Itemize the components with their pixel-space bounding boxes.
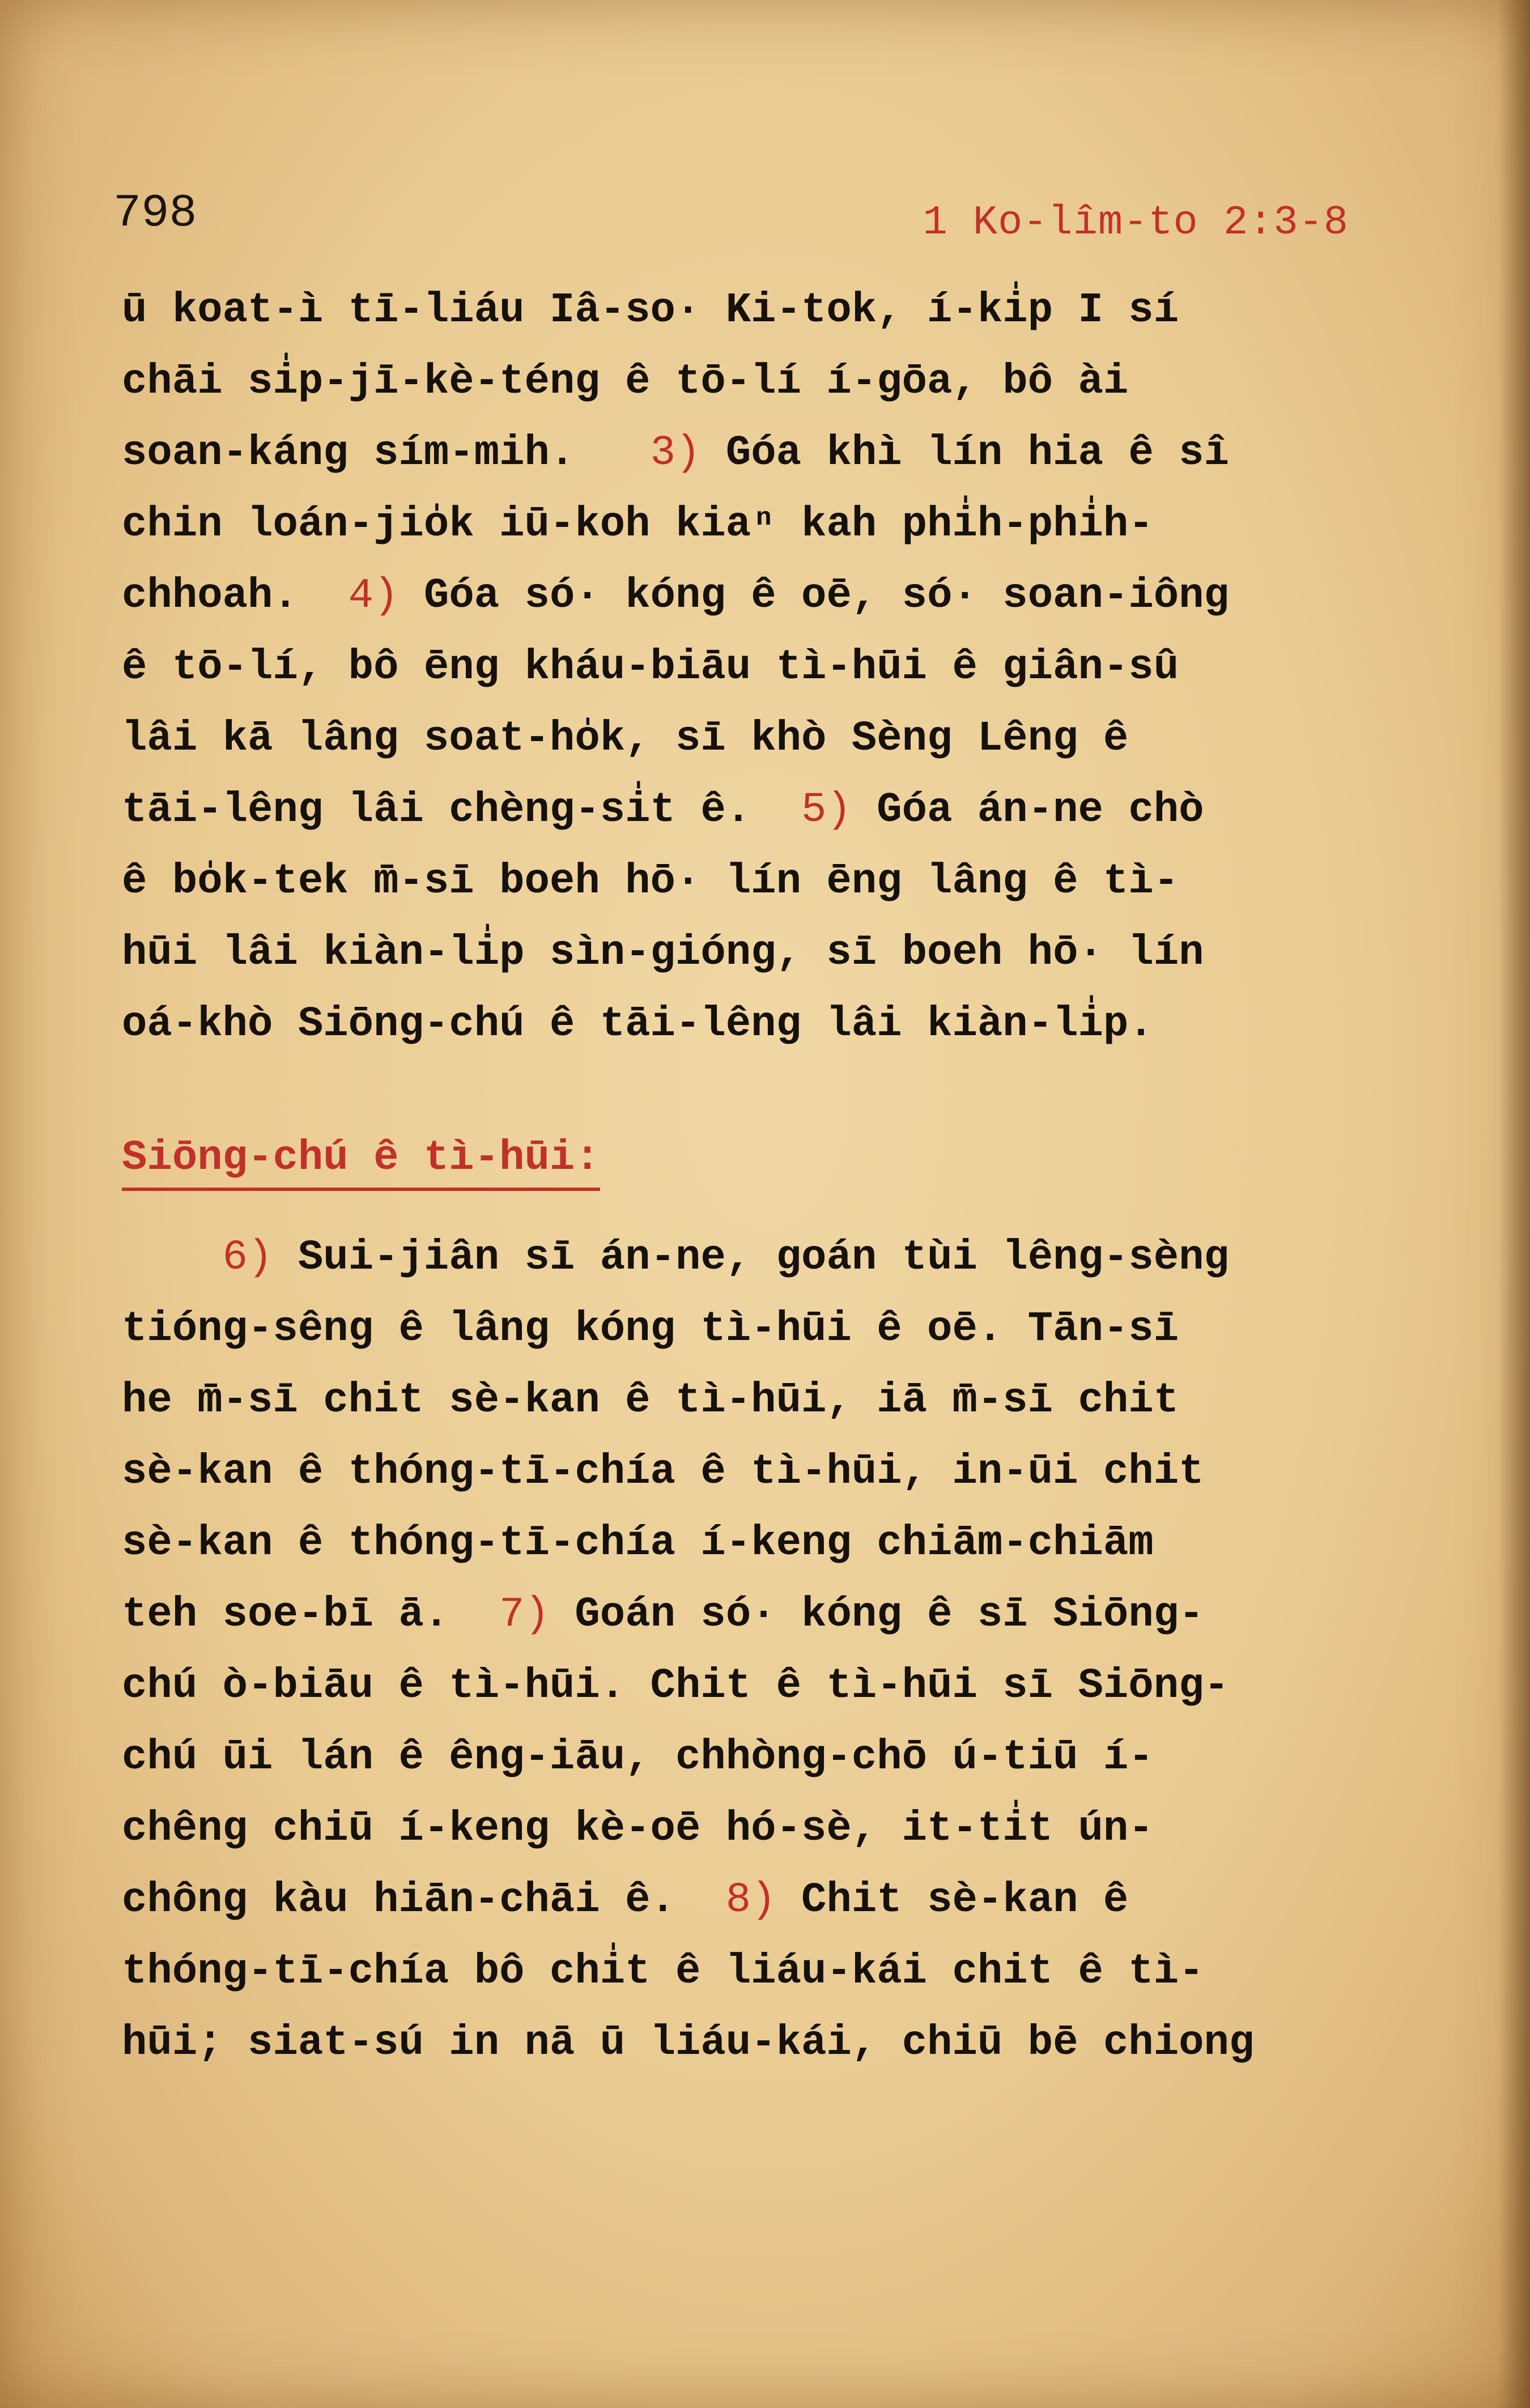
section-heading: Siōng-chú ê tì-hūi: xyxy=(122,1130,600,1191)
text-line: thóng-tī-chía bô chi̍t ê liáu-kái chit ê tì- xyxy=(122,1948,1204,1996)
verse-number: 6) xyxy=(222,1234,273,1282)
text-line xyxy=(122,775,1459,846)
text-segment: Góa án-ne chò xyxy=(877,786,1204,834)
text-line: oá-khò Siōng-chú ê tāi-lêng lâi kiàn-li̍p. xyxy=(122,1001,1154,1048)
verse-number: 3) xyxy=(650,429,701,477)
text-segment: chhoah. xyxy=(122,572,298,620)
text-line xyxy=(122,418,1459,489)
verse-number: 4) xyxy=(348,572,399,620)
verse-number: 7) xyxy=(499,1591,550,1639)
text-line xyxy=(122,560,1459,632)
text-segment: teh soe-bī ā. xyxy=(122,1591,449,1639)
text-line: ê bo̍k-tek m̄-sī boeh hō· lín ēng lâng ê tì- xyxy=(122,858,1179,905)
text-line xyxy=(122,1865,1459,1936)
running-head: 1 Ko-lîm-to 2:3-8 xyxy=(923,199,1349,246)
page-header xyxy=(113,187,1349,255)
text-line: hūi lâi kiàn-li̍p sìn-gióng, sī boeh hō· lín xyxy=(122,929,1204,977)
text-line: chāi si̍p-jī-kè-téng ê tō-lí í-gōa, bô ài xyxy=(122,358,1129,406)
text-line: ê tō-lí, bô ēng kháu-biāu tì-hūi ê giân-sû xyxy=(122,644,1179,691)
section-heading-row xyxy=(122,1111,1459,1222)
text-segment: Góa khì lín hia ê sî xyxy=(725,429,1229,477)
text-line: sè-kan ê thóng-tī-chía ê tì-hūi, in-ūi chit xyxy=(122,1448,1204,1496)
text-line: lâi kā lâng soat-ho̍k, sī khò Sèng Lêng ê xyxy=(122,715,1129,763)
text-line: he m̄-sī chit sè-kan ê tì-hūi, iā m̄-sī chit xyxy=(122,1377,1179,1424)
verse-number: 5) xyxy=(801,786,852,834)
text-line xyxy=(122,1222,1459,1294)
page-number: 798 xyxy=(113,187,197,240)
text-line: tióng-sêng ê lâng kóng tì-hūi ê oē. Tān-sī xyxy=(122,1305,1179,1353)
text-segment: Góa só· kóng ê oē, só· soan-iông xyxy=(423,572,1229,620)
text-line: hūi; siat-sú in nā ū liáu-kái, chiū bē chiong xyxy=(122,2019,1255,2067)
text-line: ū koat-ì tī-liáu Iâ-so· Ki-tok, í-ki̍p I sí xyxy=(122,287,1179,334)
text-line: chêng chiū í-keng kè-oē hó-sè, it-ti̍t ún- xyxy=(122,1805,1154,1853)
section-gap xyxy=(122,1060,1459,1111)
text-segment: chông kàu hiān-chāi ê. xyxy=(122,1877,675,1924)
page-edge-shadow xyxy=(1499,0,1530,2408)
text-line: chin loán-jio̍k iū-koh kiaⁿ kah phi̍h-phi̍h- xyxy=(122,501,1154,548)
text-segment: Sui-jiân sī án-ne, goán tùi lêng-sèng xyxy=(298,1234,1229,1282)
text-segment: tāi-lêng lâi chèng-si̍t ê. xyxy=(122,786,751,834)
paragraph-2 xyxy=(122,1222,1459,2079)
text-line: sè-kan ê thóng-tī-chía í-keng chiām-chiām xyxy=(122,1520,1154,1567)
body-text xyxy=(122,275,1459,2079)
text-line: chú ūi lán ê êng-iāu, chhòng-chō ú-tiū í- xyxy=(122,1734,1154,1781)
text-segment: Chit sè-kan ê xyxy=(801,1877,1129,1924)
text-line: chú ò-biāu ê tì-hūi. Chit ê tì-hūi sī Siōng- xyxy=(122,1662,1229,1710)
verse-number: 8) xyxy=(725,1877,776,1924)
text-line xyxy=(122,1579,1459,1650)
text-segment: Goán só· kóng ê sī Siōng- xyxy=(575,1591,1204,1639)
text-segment: soan-káng sím-mih. xyxy=(122,429,575,477)
paragraph-1 xyxy=(122,275,1459,1060)
